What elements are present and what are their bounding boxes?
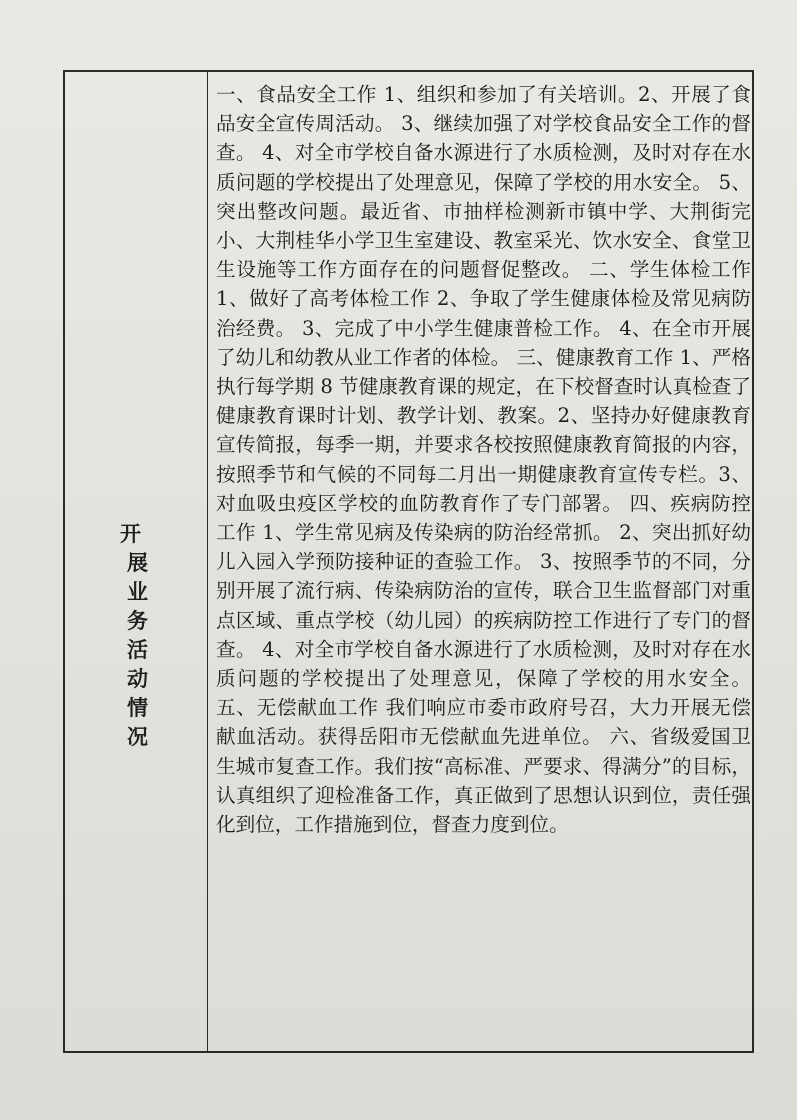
label-column (65, 72, 208, 1051)
section-label (120, 519, 151, 751)
activity-form-table (63, 70, 754, 1053)
activity-content-text: 一、食品安全工作 1、组织和参加了有关培训。2、开展了食品安全宣传周活动。 3、继续加强了对学校食品安全工作的督查。 4、对全市学校自备水源进行了水质检测，及时对存在水质问题的学校提出了处理意见，保障了学校的用水安全。 5、突出整改问题。最近省、市抽样检测新市镇中学、大荆街完小、大荆桂华小学卫生室建设、教室采光、饮水安全、食堂卫生设施等工作方面存在的问题督促整改。 二、学生体检工作 1、做好了高考体检工作 2、争取了学生健康体检及常见病防治经费。 3、完成了中小学生健康普检工作。 4、在全市开展了幼儿和幼教从业工作者的体检。 三、健康教育工作 1、严格执行每学期 8 节健康教育课的规定，在下校督查时认真检查了健康教育课时计划、教学计划、教案。2、坚持办好健康教育宣传简报，每季一期，并要求各校按照健康教育简报的内容，按照季节和气候的不同每二月出一期健康教育宣传专栏。3、对血吸虫疫区学校的血防教育作了专门部署。 四、疾病防控工作 1、学生常见病及传染病的防治经常抓。 2、突出抓好幼儿入园入学预防接种证的查验工作。 3、按照季节的不同，分别开展了流行病、传染病防治的宣传，联合卫生监督部门对重点区域、重点学校（幼儿园）的疾病防控工作进行了专门的督查。 4、对全市学校自备水源进行了水质检测，及时对存在水质问题的学校提出了处理意见，保障了学校的用水安全。 五、无偿献血工作 我们响应市委市政府号召，大力开展无偿献血活动。获得岳阳市无偿献血先进单位。 六、省级爱国卫生城市复查工作。我们按“高标准、严要求、得满分”的目标，认真组织了迎检准备工作，真正做到了思想认识到位，责任强化到位，工作措施到位，督查力度到位。 (216, 83, 751, 837)
content-column (208, 72, 752, 1051)
section-label-first-char: 开 (120, 521, 141, 546)
section-label-rest: 展业务活动情况 (127, 550, 148, 749)
